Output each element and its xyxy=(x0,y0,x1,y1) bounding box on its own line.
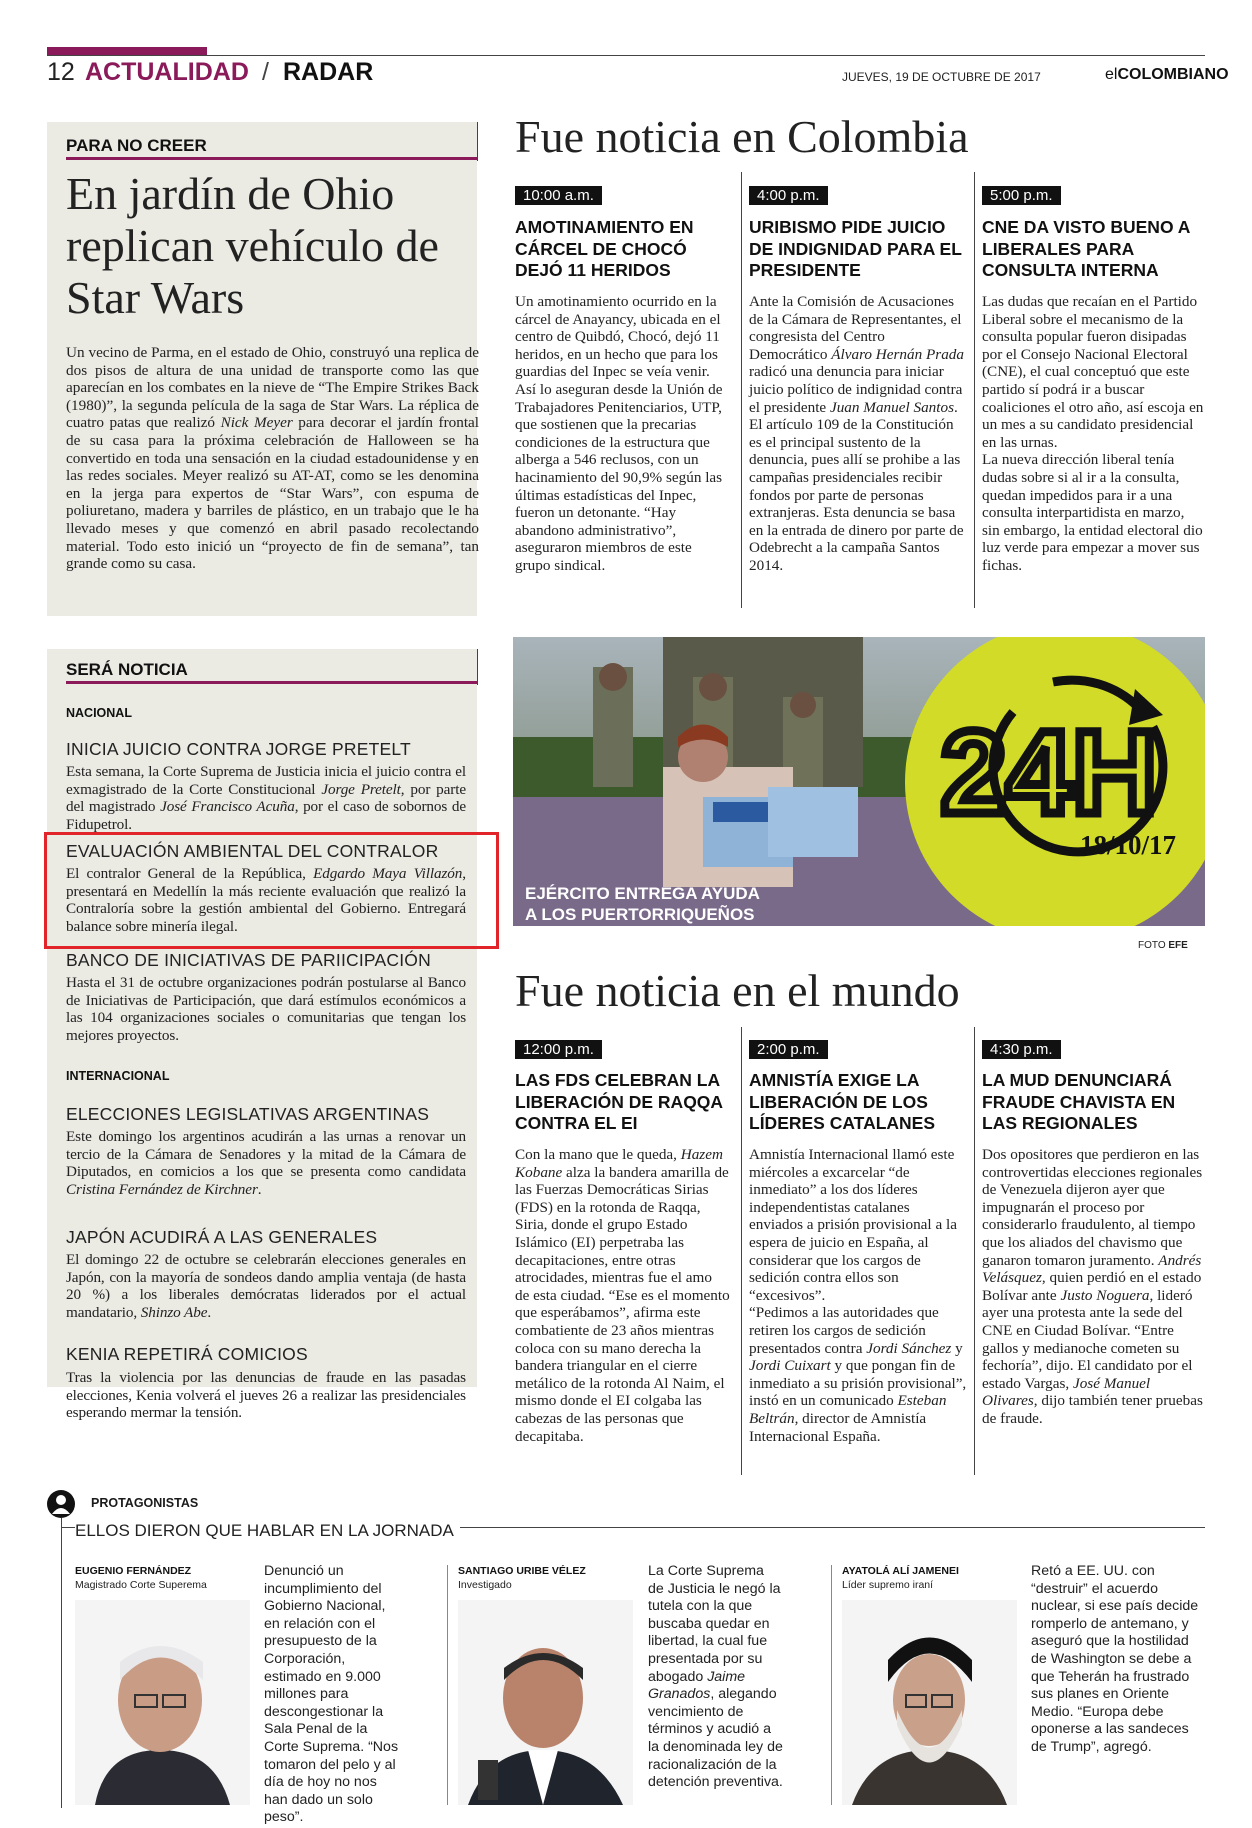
protagonist-body: Retó a EE. UU. con “destruir” el acuerdo nuclear, si ese país decide romperlo de antemano, y aseguró que la hostilidad de Washington se debe a que Teherán ha frustrado sus planes en Oriente Medio. “Europa debe oponerse a las sandeces de Trump”, agregó. xyxy=(1031,1563,1199,1755)
time-badge: 12:00 p.m. xyxy=(515,1040,602,1059)
24h-logo xyxy=(903,637,1205,926)
mundo-headline-3: LA MUD DENUNCIARÁ FRAUDE CHAVISTA EN LAS REGIONALES xyxy=(982,1070,1176,1133)
person-icon xyxy=(47,1490,75,1518)
colombia-headline-2: URIBISMO PIDE JUICIO DE INDIGNIDAD PARA EL PRESIDENTE xyxy=(749,217,962,280)
ohio-body: Un vecino de Parma, en el estado de Ohio, construyó una replica de dos pisos de altura de una unidad de transporte como las que aparecían en los combates en la nieve de “The Empire Strikes Back (1980)”, la segunda película de la saga de Star Wars. La réplica de cuatro patas que realizó Nick Meyer para decorar el jardín frontal de su casa para la próxima celebración de Halloween se ha convertido en toda una sensación en la ciudad estadounidense y en las redes sociales. Meyer realizó su AT-AT, como se les denomina en la jerga para expertos de “Star Wars”, con espuma de poliuretano, madera y barriles de plástico, en un trabajo que le ha llevado meses y que comenzó en abril pasado recolectando material. Todo esto inició un “proyecto de fin de semana”, tan grande como su casa. xyxy=(66,344,479,573)
colombia-headline-3: CNE DA VISTO BUENO A LIBERALES PARA CONSULTA INTERNA xyxy=(982,217,1190,280)
time-badge: 10:00 a.m. xyxy=(515,186,602,205)
column-divider xyxy=(741,172,742,608)
sera-noticia-body: Tras la violencia por las denuncias de fraude en las pasadas elecciones, Kenia volverá el jueves 26 a realizar las presidenciales esperando mermar la tensión. xyxy=(66,1369,466,1422)
newspaper-logo: elCOLOMBIANO xyxy=(1105,66,1229,83)
time-badge: 4:00 p.m. xyxy=(749,186,828,205)
protagonist-name: SANTIAGO URIBE VÉLEZ xyxy=(458,1565,586,1577)
section-color-bar xyxy=(47,47,207,55)
time-badge: 5:00 p.m. xyxy=(982,186,1061,205)
sera-noticia-headline: KENIA REPETIRÁ COMICIOS xyxy=(66,1344,308,1364)
internacional-label: INTERNACIONAL xyxy=(66,1069,170,1083)
colombia-section-title: Fue noticia en Colombia xyxy=(515,111,969,162)
nacional-label: NACIONAL xyxy=(66,706,132,720)
protagonist-photo xyxy=(75,1600,250,1805)
section-separator: / xyxy=(262,58,269,86)
column-divider xyxy=(741,1027,742,1475)
protagonist-role: Líder supremo iraní xyxy=(842,1579,934,1591)
subsection-name: RADAR xyxy=(283,58,374,86)
colombia-body-1: Un amotinamiento ocurrido en la cárcel de Anayancy, ubicada en el centro de Quibdó, Chocó, dejó 11 heridos, en un hecho que para los guardias del Inpec se veía venir. Así lo aseguran desde la Unión de Trabajadores Penitenciarios, UTP, que sostienen que la precarias condiciones de la estructura que alberga a 546 reclusos, con un hacinamiento del 90,9% según las últimas estadísticas del Inpec, fueron un detonante. “Hay abandono administrativo”, aseguraron miembros de este grupo sindical. xyxy=(515,293,723,574)
protagonist-body: La Corte Suprema de Justicia le negó la tutela con la que buscaba quedar en libertad, la cual fue presentada por su abogado Jaime Granados, alegando vencimiento de términos y acudió a la denominada ley de racionalización de la detención preventiva. xyxy=(648,1563,783,1791)
protagonist-role: Investigado xyxy=(458,1579,512,1591)
kicker-rule-vertical xyxy=(477,649,478,685)
time-badge: 2:00 p.m. xyxy=(749,1040,828,1059)
sera-noticia-kicker: SERÁ NOTICIA xyxy=(66,660,188,679)
mundo-headline-2: AMNISTÍA EXIGE LA LIBERACIÓN DE LOS LÍDERES CATALANES xyxy=(749,1070,936,1133)
kicker-rule-vertical xyxy=(477,122,478,161)
time-badge: 4:30 p.m. xyxy=(982,1040,1061,1059)
section-name: ACTUALIDAD xyxy=(85,58,249,86)
colombia-body-3: Las dudas que recaían en el Partido Liberal sobre el mecanismo de la consulta popular fueron disipadas por el Consejo Nacional Electoral (CNE), el cual conceptuó que este partido sí podrá ir a buscar coaliciones el otro año, así escoja en un mes a su candidato presidencial en las urnas. La nueva dirección liberal tenía dudas sobre si al ir a la consulta, quedan impedidos para ir a una consulta interpartidista en marzo, sin embargo, la entidad electoral dio luz verde para empezar a mover sus fichas. xyxy=(982,293,1204,574)
protagonistas-subtitle: ELLOS DIERON QUE HABLAR EN LA JORNADA xyxy=(75,1521,460,1541)
header-rule xyxy=(47,55,1205,56)
mundo-headline-1: LAS FDS CELEBRAN LA LIBERACIÓN DE RAQQA CONTRA EL EI xyxy=(515,1070,723,1133)
protagonistas-vertical-rule xyxy=(61,1518,62,1808)
colombia-headline-1: AMOTINAMIENTO EN CÁRCEL DE CHOCÓ DEJÓ 11 HERIDOS xyxy=(515,217,694,280)
issue-date: JUEVES, 19 DE OCTUBRE DE 2017 xyxy=(842,70,1041,84)
24h-logo-date: 18/10/17 xyxy=(1079,830,1177,860)
ohio-headline: En jardín de Ohio replican vehículo de Star Wars xyxy=(66,168,439,323)
sera-noticia-body: El domingo 22 de octubre se celebrarán elecciones generales en Japón, con la mayoría de sondeos dando amplia ventaja (de hasta 20 %) a los liberales demócratas liderados por el actual mandatario, Shinzo Abe. xyxy=(66,1251,466,1321)
mundo-body-1: Con la mano que le queda, Hazem Kobane alza la bandera amarilla de las Fuerzas Democráticas Sirias (FDS) en la rotonda de Raqqa, Siria, donde el grupo Estado Islámico (EI) perpetraba las decapitaciones, entre otras atrocidades, mientras fue el amo de esta ciudad. “Ese es el momento que esperábamos”, afirma este combatiente de 23 años mientras coloca con su mano derecha la bandera triangular en el cierre metálico de la rotonda Al Naim, el mismo donde el EI colgaba las cabezas de las personas que decapitaba. xyxy=(515,1146,730,1445)
sera-noticia-headline: INICIA JUICIO CONTRA JORGE PRETELT xyxy=(66,739,411,759)
kicker-rule xyxy=(66,157,477,160)
highlight-box xyxy=(44,832,499,949)
protagonist-name: EUGENIO FERNÁNDEZ xyxy=(75,1565,192,1577)
mundo-body-3: Dos opositores que perdieron en las controvertidas elecciones regionales de Venezuela dijeron ayer que impugnarán el proceso por considerarlo fraudulento, al tiempo que los aliados del chavismo que ganaron tomaron juramento. Andrés Velásquez, quien perdió en el estado Bolívar ante Justo Noguera, lideró ayer una protesta ante la sede del CNE en Ciudad Bolívar. “Entre gallos y medianoche cometen su fechoría”, dijo. El candidato por el estado Vargas, José Manuel Olivares, dijo también tener pruebas de fraude. xyxy=(982,1146,1203,1427)
protagonist-body: Denunció un incumplimiento del Gobierno Nacional, en relación con el presupuesto de la Corporación, estimado en 9.000 millones para descongestionar la Sala Penal de la Corte Suprema. “Nos tomaron del pelo y al día de hoy no nos han dado un solo peso”. xyxy=(264,1563,399,1826)
24h-logo-text: 24H xyxy=(940,707,1158,839)
mundo-section-title: Fue noticia en el mundo xyxy=(515,965,960,1016)
photo-credit: FOTO EFE xyxy=(1138,940,1188,951)
sera-noticia-body: Este domingo los argentinos acudirán a las urnas a renovar un tercio de la Cámara de Senadores y la mitad de la Cámara de Diputados, en comicios a los que se presenta como candidata Cristina Fernández de Kirchner. xyxy=(66,1128,466,1198)
sera-noticia-headline: JAPÓN ACUDIRÁ A LAS GENERALES xyxy=(66,1227,378,1247)
protagonist-photo xyxy=(842,1600,1017,1805)
photo-caption: EJÉRCITO ENTREGA AYUDA A LOS PUERTORRIQUEÑOS xyxy=(525,884,760,924)
kicker-rule xyxy=(66,681,477,684)
sera-noticia-headline: ELECCIONES LEGISLATIVAS ARGENTINAS xyxy=(66,1104,430,1124)
column-divider xyxy=(974,172,975,608)
page-number: 12 xyxy=(47,58,75,86)
protagonist-role: Magistrado Corte Superema xyxy=(75,1579,207,1591)
sera-noticia-body: El contralor General de la República, Edgardo Maya Villazón, presentará en Medellín la más reciente evaluación que realizó la Contraloría sobre la gestión ambiental del Gobierno. Entregará balance sobre minería ilegal. xyxy=(66,865,466,935)
sera-noticia-body: Esta semana, la Corte Suprema de Justicia inicia el juicio contra el exmagistrado de la Corte Constitucional Jorge Pretelt, por parte del magistrado José Francisco Acuña, por el caso de sobornos de Fidupetrol. xyxy=(66,763,467,833)
para-no-creer-kicker: PARA NO CREER xyxy=(66,136,207,155)
protagonist-photo xyxy=(458,1600,633,1805)
sera-noticia-body: Hasta el 31 de octubre organizaciones podrán postularse al Banco de Iniciativas de Participación, que dará estímulos económicos a las 104 organizaciones sociales o comunitarias que tengan los mejores proyectos. xyxy=(66,974,466,1044)
sera-noticia-headline: BANCO DE INICIATIVAS DE PARIICIPACIÓN xyxy=(66,950,431,970)
protagonist-name: AYATOLÁ ALÍ JAMENEI xyxy=(842,1565,959,1577)
protagonist-divider xyxy=(447,1565,448,1805)
colombia-body-2: Ante la Comisión de Acusaciones de la Cámara de Representantes, el congresista del Centro Democrático Álvaro Hernán Prada radicó una denuncia para iniciar juicio político de indignidad contra el presidente Juan Manuel Santos. El artículo 109 de la Constitución es el principal sustento de la denuncia, pues allí se prohibe a las campañas presidenciales recibir fondos por parte de personas extranjeras. Esta denuncia se basa en la entrada de dinero por parte de Odebrecht a la campaña Santos 2014. xyxy=(749,293,964,574)
column-divider xyxy=(974,1027,975,1475)
protagonist-divider xyxy=(831,1565,832,1805)
protagonistas-kicker: PROTAGONISTAS xyxy=(91,1496,199,1510)
mundo-body-2: Amnistía Internacional llamó este miércoles a excarcelar “de inmediato” a los dos líderes independentistas catalanes enviados a prisión provisional a la espera de juicio en España, al considerar que los cargos de sedición contra ellos son “excesivos”. “Pedimos a las autoridades que retiren los cargos de sedición presentados contra Jordi Sánchez y Jordi Cuixart y que pongan fin de inmediato a su prisión provisional”, instó en un comunicado Esteban Beltrán, director de Amnistía Internacional España. xyxy=(749,1146,967,1445)
sera-noticia-headline: EVALUACIÓN AMBIENTAL DEL CONTRALOR xyxy=(66,841,439,861)
